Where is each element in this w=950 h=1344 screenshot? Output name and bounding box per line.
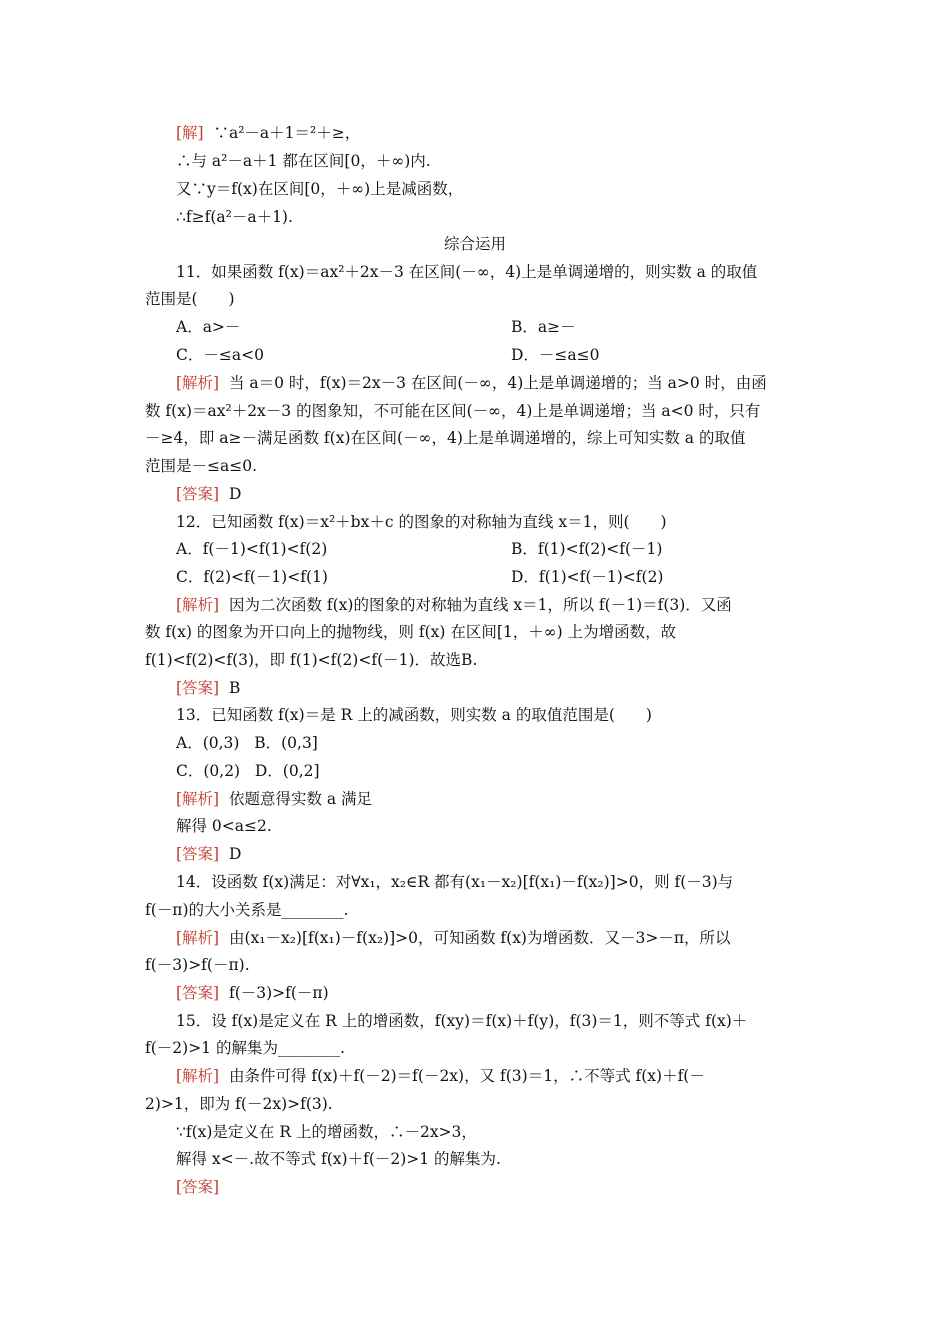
q14-analysis-2: f(－3)>f(－π). bbox=[145, 956, 250, 974]
q14-stem-1: 14．设函数 f(x)满足：对∀x₁，x₂∈R 都有(x₁－x₂)[f(x₁)－f(x₂)]>0，则 f(－3)与 bbox=[176, 873, 734, 891]
q12-option-b: B．f(1)<f(2)<f(－1) bbox=[511, 540, 663, 558]
answer-tag: [答案] bbox=[176, 984, 220, 1002]
q14-answer: [答案] f(－3)>f(－π) bbox=[176, 984, 329, 1002]
q15-analysis-1: [解析] 由条件可得 f(x)＋f(－2)＝f(－2x)，又 f(3)＝1，∴不等式 f(x)＋f(－ bbox=[176, 1067, 705, 1085]
q11-stem-2: 范围是( ) bbox=[145, 290, 235, 308]
q13-answer: [答案] D bbox=[176, 845, 242, 863]
q11-option-c: C．－≤a<0 bbox=[176, 346, 264, 364]
q15-answer bbox=[176, 1176, 219, 1198]
q12-stem-1: 12．已知函数 f(x)＝x²＋bx＋c 的图象的对称轴为直线 x＝1，则( ) bbox=[176, 513, 667, 531]
q11-option-a: A．a>－ bbox=[176, 318, 241, 336]
q15-stem-2: f(－2)>1 的解集为________. bbox=[145, 1039, 345, 1057]
q15-analysis-2: 2)>1，即为 f(－2x)>f(3). bbox=[145, 1095, 333, 1113]
q15-stem-1: 15．设 f(x)是定义在 R 上的增函数，f(xy)＝f(x)＋f(y)，f(3)＝1，则不等式 f(x)＋ bbox=[176, 1012, 748, 1030]
q12-answer: [答案] B bbox=[176, 679, 241, 697]
answer-tag: [答案] bbox=[176, 485, 220, 503]
q13-stem-1: 13．已知函数 f(x)＝是 R 上的减函数，则实数 a 的取值范围是( ) bbox=[176, 706, 652, 724]
q13-analysis-1: [解析] 依题意得实数 a 满足 bbox=[176, 790, 373, 808]
q11-analysis-3: －≥4，即 a≥－满足函数 f(x)在区间(－∞，4)上是单调递增的，综上可知实数 a 的取值 bbox=[145, 429, 746, 447]
q14-analysis-1: [解析] 由(x₁－x₂)[f(x₁)－f(x₂)]>0，可知函数 f(x)为增函数．又－3>－π，所以 bbox=[176, 929, 731, 947]
q13-options-cd: C．(0,2) D．(0,2] bbox=[176, 762, 320, 780]
analysis-tag: [解析] bbox=[176, 596, 220, 614]
q11-option-d: D．－≤a≤0 bbox=[511, 346, 600, 364]
intro-line-4: ∴f≥f(a²－a＋1). bbox=[176, 208, 293, 226]
answer-tag: [答案] bbox=[176, 679, 220, 697]
analysis-tag: [解析] bbox=[176, 790, 220, 808]
analysis-tag: [解析] bbox=[176, 929, 220, 947]
q12-option-d: D．f(1)<f(－1)<f(2) bbox=[511, 568, 664, 586]
answer-tag: [答案] bbox=[176, 845, 220, 863]
q12-option-a: A．f(－1)<f(1)<f(2) bbox=[176, 540, 328, 558]
q12-analysis-3: f(1)<f(2)<f(3)，即 f(1)<f(2)<f(－1)．故选B. bbox=[145, 651, 478, 669]
q14-stem-2: f(－π)的大小关系是________. bbox=[145, 901, 349, 919]
intro-line-2: ∴与 a²－a＋1 都在区间[0，＋∞)内. bbox=[176, 152, 431, 170]
solution-tag: [解] bbox=[176, 124, 204, 142]
q15-analysis-4: 解得 x<－.故不等式 f(x)＋f(－2)>1 的解集为. bbox=[176, 1150, 501, 1168]
intro-line-1: [解] ∵a²－a＋1＝²＋≥， bbox=[176, 124, 361, 142]
answer-tag: [答案] bbox=[176, 1178, 220, 1196]
q15-analysis-3: ∵f(x)是定义在 R 上的增函数，∴－2x>3， bbox=[176, 1123, 477, 1141]
q11-answer: [答案] D bbox=[176, 485, 242, 503]
q13-analysis-2: 解得 0<a≤2. bbox=[176, 817, 272, 835]
q12-analysis-1: [解析] 因为二次函数 f(x)的图象的对称轴为直线 x＝1，所以 f(－1)＝f(3)．又函 bbox=[176, 596, 732, 614]
q11-analysis-2: 数 f(x)＝ax²＋2x－3 的图象知，不可能在区间(－∞，4)上是单调递增；当 a<0 时，只有 bbox=[145, 402, 761, 420]
intro-line-3: 又∵y＝f(x)在区间[0，＋∞)上是减函数， bbox=[176, 180, 464, 198]
q11-analysis-4: 范围是－≤a≤0. bbox=[145, 457, 258, 475]
q12-analysis-2: 数 f(x) 的图象为开口向上的抛物线，则 f(x) 在区间[1，＋∞) 上为增函数，故 bbox=[145, 623, 677, 641]
q11-option-b: B．a≥－ bbox=[511, 318, 576, 336]
analysis-tag: [解析] bbox=[176, 374, 220, 392]
q12-option-c: C．f(2)<f(－1)<f(1) bbox=[176, 568, 328, 586]
analysis-tag: [解析] bbox=[176, 1067, 220, 1085]
section-title: 综合运用 bbox=[443, 235, 506, 253]
q11-analysis-1: [解析] 当 a＝0 时，f(x)＝2x－3 在区间(－∞，4)上是单调递增的；当 a>0 时，由函 bbox=[176, 374, 767, 392]
q13-options-ab: A．(0,3) B．(0,3] bbox=[176, 734, 318, 752]
q11-stem-1: 11．如果函数 f(x)＝ax²＋2x－3 在区间(－∞，4)上是单调递增的，则实数 a 的取值 bbox=[176, 263, 758, 281]
